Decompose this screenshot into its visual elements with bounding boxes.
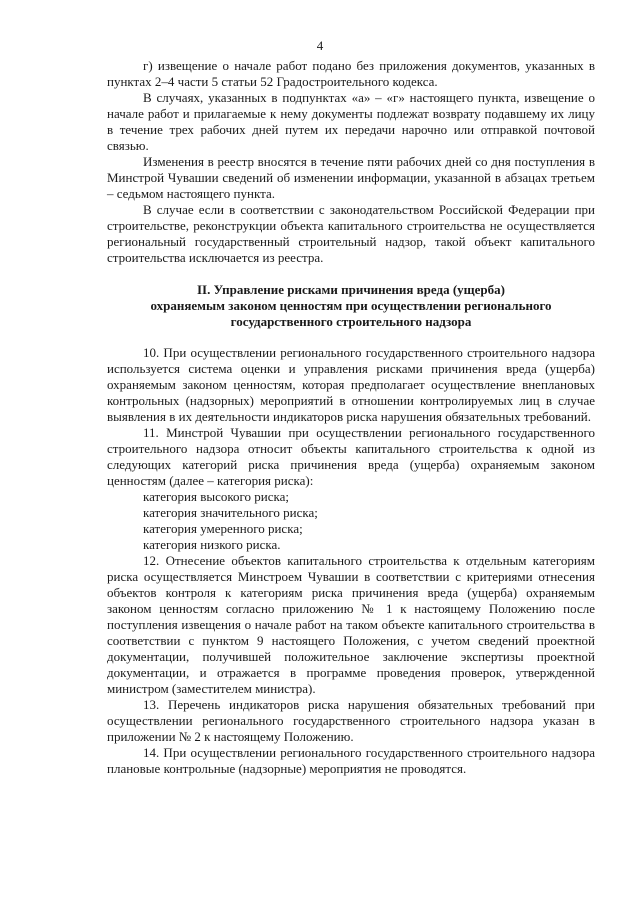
section-title-line: охраняемым законом ценностям при осуществлении регионального (150, 298, 552, 313)
section-title-line: государственного строительного надзора (230, 314, 472, 329)
section-title (107, 282, 595, 330)
paragraph-registry-changes: Изменения в реестр вносятся в течение пяти рабочих дней со дня поступления в Минстрой Чувашии сведений об изменении информации, указанной в абзацах третьем – седьмом настоящего пункта. (107, 154, 595, 201)
risk-category-low: категория низкого риска. (143, 537, 281, 552)
paragraph-item-13: 13. Перечень индикаторов риска нарушения обязательных требований при осуществлении регионального государственного строительного надзора указан в приложении № 2 к настоящему Положению. (107, 697, 595, 744)
paragraph-registry-exclusion: В случае если в соответствии с законодательством Российской Федерации при строительстве, реконструкции объекта капитального строительства не осуществляется региональный государственный строительный надзор, такой объект капитального строительства исключается из реестра. (107, 202, 595, 265)
risk-category-significant: категория значительного риска; (143, 505, 318, 520)
paragraph-notice-item-g: г) извещение о начале работ подано без приложения документов, указанных в пунктах 2–4 части 5 статьи 52 Градостроительного кодекса. (107, 58, 595, 89)
paragraph-item-14: 14. При осуществлении регионального государственного строительного надзора плановые контрольные (надзорные) мероприятия не проводятся. (107, 745, 595, 776)
risk-category-moderate: категория умеренного риска; (143, 521, 303, 536)
paragraph-return-documents: В случаях, указанных в подпунктах «а» – «г» настоящего пункта, извещение о начале работ и прилагаемые к нему документы подлежат возврату подавшему их лицу в течение трех рабочих дней путем их передачи нарочно или отправкой почтовой связью. (107, 90, 595, 153)
document-body (107, 58, 595, 777)
paragraph-item-10: 10. При осуществлении регионального государственного строительного надзора используется система оценки и управления рисками причинения вреда (ущерба) охраняемым законом ценностям, которая предполагает осуществление внеплановых контрольных (надзорных) мероприятий в отношении контролируемых лиц в случае выявления в их деятельности индикаторов риска нарушения обязательных требований. (107, 345, 595, 424)
risk-category-high: категория высокого риска; (143, 489, 289, 504)
page-number: 4 (316, 38, 324, 53)
paragraph-item-12: 12. Отнесение объектов капитального строительства к отдельным категориям риска осуществляется Минстроем Чувашии в соответствии с критериями отнесения объектов контроля к категориям риска причинения вреда (ущерба) охраняемым законом ценностям согласно приложению № 1 к настоящему Положению после поступления извещения о начале работ на таком объекте капитального строительства в соответствии с пунктом 9 настоящего Положения, с учетом сведений проектной документации, получившей положительное заключение экспертизы проектной документации, и отражается в программе проведения проверок, утвержденной министром (заместителем министра). (107, 553, 595, 696)
section-title-line: II. Управление рисками причинения вреда (ущерба) (197, 282, 505, 297)
paragraph-item-11: 11. Минстрой Чувашии при осуществлении регионального государственного строительного надзора относит объекты капитального строительства к одной из следующих категорий риска причинения вреда (ущерба) охраняемым законом ценностям (далее – категория риска): (107, 425, 595, 488)
